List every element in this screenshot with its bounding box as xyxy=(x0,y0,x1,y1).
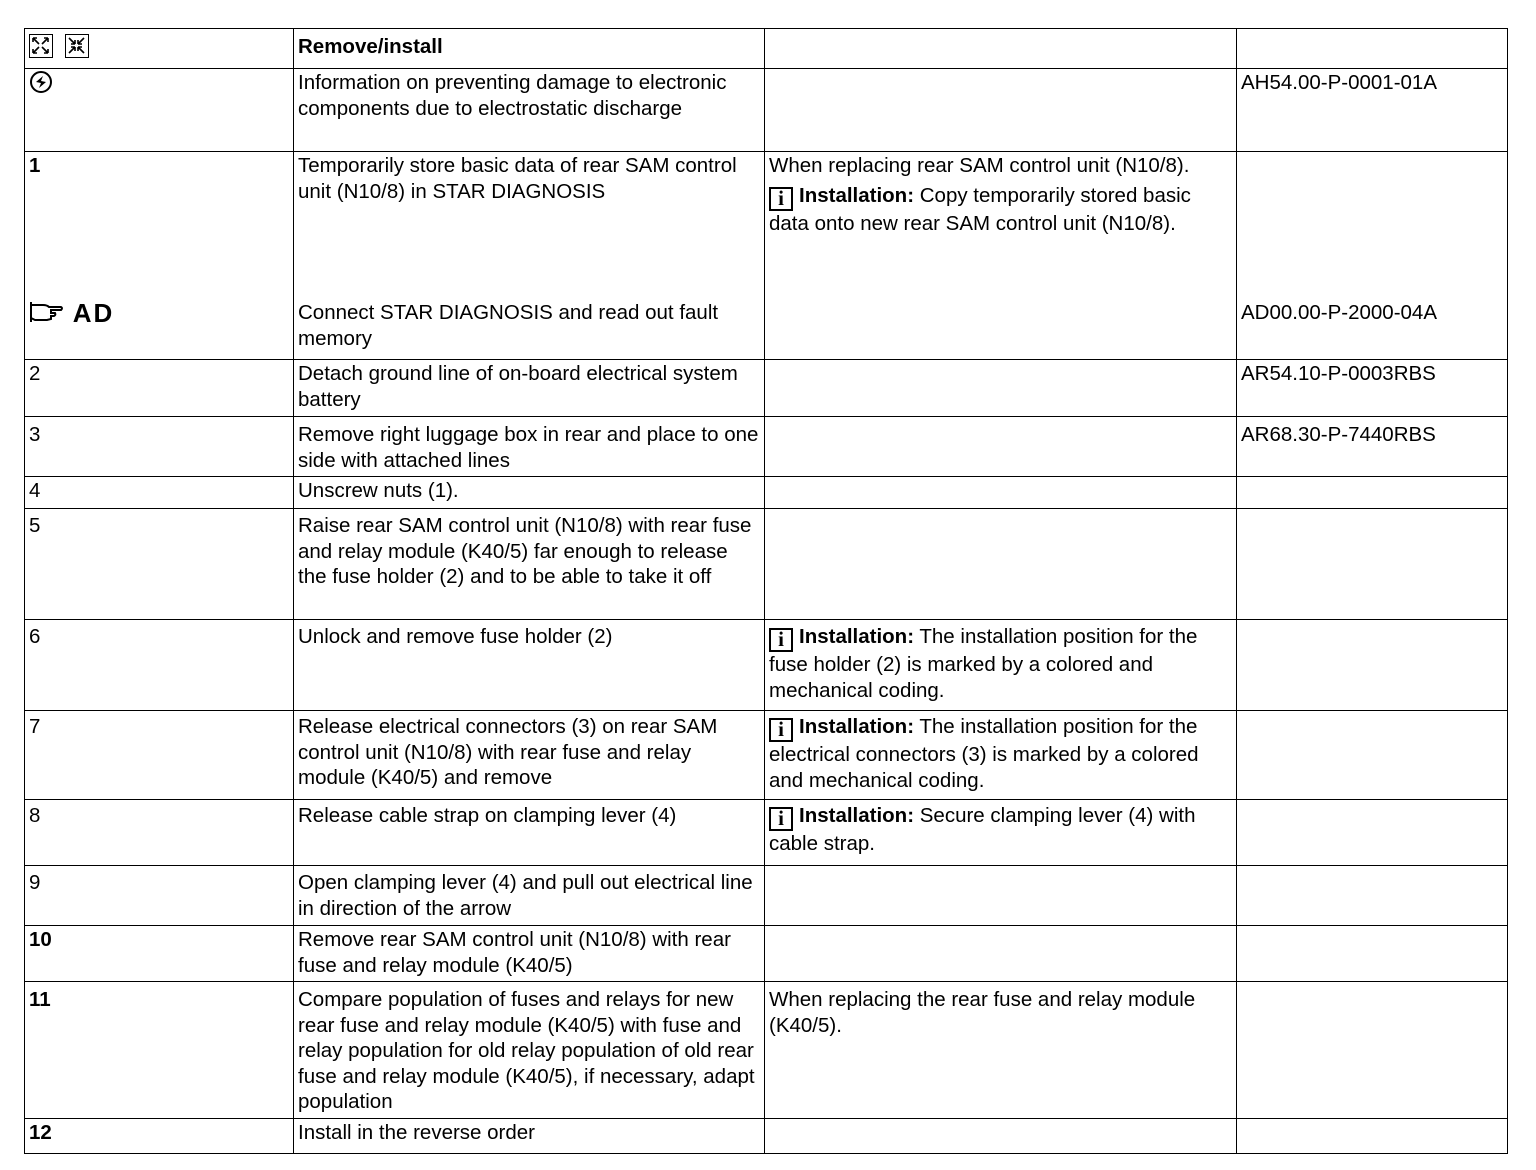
header-icons-cell xyxy=(25,29,294,69)
step-number: 6 xyxy=(25,620,294,711)
table-row xyxy=(25,866,1508,926)
table-row xyxy=(25,1119,1508,1154)
installation-text: Secure clamping lever (4) with cable strap. xyxy=(769,804,1196,855)
installation-text: The installation position for the electrical connectors (3) is marked by a colored and mechanical coding. xyxy=(769,715,1199,792)
step-text: Remove rear SAM control unit (N10/8) with rear fuse and relay module (K40/5) xyxy=(294,926,765,982)
table-row xyxy=(25,800,1508,866)
step-text: Temporarily store basic data of rear SAM control unit (N10/8) in STAR DIAGNOSIS xyxy=(298,154,737,203)
step-number: 12 xyxy=(25,1119,294,1154)
step-text: Unscrew nuts (1). xyxy=(294,477,765,509)
installation-label: Installation: xyxy=(799,715,915,738)
info-icon: i xyxy=(769,718,793,742)
step-note-cell xyxy=(765,866,1237,926)
installation-label: Installation: xyxy=(799,804,915,827)
table-row xyxy=(25,417,1508,477)
step-ref-cell xyxy=(1237,509,1508,620)
esd-ref[interactable]: AH54.00-P-0001-01A xyxy=(1237,69,1508,152)
installation-text: Copy temporarily stored basic data onto new rear SAM control unit (N10/8). xyxy=(769,183,1191,235)
ad-step-ref[interactable]: AD00.00-P-2000-04A xyxy=(1241,301,1438,324)
install-icon xyxy=(65,34,89,58)
step-number: 5 xyxy=(25,509,294,620)
table-row xyxy=(25,620,1508,711)
installation-label: Installation: xyxy=(799,625,915,648)
step-ref-cell xyxy=(1237,982,1508,1119)
pointing-hand-icon xyxy=(29,300,65,331)
header-note-cell xyxy=(765,29,1237,69)
step-text-cell xyxy=(294,152,765,360)
step-number: 1 xyxy=(29,154,41,177)
step-number: 8 xyxy=(25,800,294,866)
esd-note-cell xyxy=(765,69,1237,152)
step-ref-cell xyxy=(1237,152,1508,360)
remove-icon xyxy=(29,34,53,58)
step-text: Release electrical connectors (3) on rear SAM control unit (N10/8) with rear fuse and relay module (K40/5) and remove xyxy=(294,711,765,800)
step-ref[interactable]: AR54.10-P-0003RBS xyxy=(1237,360,1508,417)
step-text: Compare population of fuses and relays for new rear fuse and relay module (K40/5) with fuse and relay population for old relay population of old rear fuse and relay module (K40/5), if necessary, adapt population xyxy=(294,982,765,1119)
step-text: Open clamping lever (4) and pull out electrical line in direction of the arrow xyxy=(294,866,765,926)
table-row xyxy=(25,360,1508,417)
esd-icon-cell xyxy=(25,69,294,152)
step-note-cell xyxy=(765,926,1237,982)
header-row xyxy=(25,29,1508,69)
step-number: 2 xyxy=(25,360,294,417)
ad-step-text: Connect STAR DIAGNOSIS and read out fault memory xyxy=(298,301,719,350)
step-text: Remove right luggage box in rear and place to one side with attached lines xyxy=(294,417,765,477)
table-row xyxy=(25,711,1508,800)
step-note-cell xyxy=(765,509,1237,620)
step-number: 7 xyxy=(25,711,294,800)
step-number: 10 xyxy=(25,926,294,982)
step-number: 11 xyxy=(25,982,294,1119)
table-row xyxy=(25,152,1508,360)
step-note-cell xyxy=(765,477,1237,509)
step-ref[interactable]: AR68.30-P-7440RBS xyxy=(1237,417,1508,477)
step-note-cell xyxy=(765,800,1237,866)
step-number: 9 xyxy=(25,866,294,926)
step-note: When replacing rear SAM control unit (N10/8). xyxy=(769,154,1190,177)
table-row xyxy=(25,509,1508,620)
step-note-cell xyxy=(765,711,1237,800)
step-number: 4 xyxy=(25,477,294,509)
step-note-cell xyxy=(765,1119,1237,1154)
step-number: 3 xyxy=(25,417,294,477)
table-row xyxy=(25,926,1508,982)
installation-text: The installation position for the fuse holder (2) is marked by a colored and mechanical coding. xyxy=(769,625,1198,702)
step-ref-cell xyxy=(1237,866,1508,926)
step-text: Raise rear SAM control unit (N10/8) with rear fuse and relay module (K40/5) far enough to release the fuse holder (2) and to be able to take it off xyxy=(294,509,765,620)
step-text: Install in the reverse order xyxy=(294,1119,765,1154)
step-ref-cell xyxy=(1237,477,1508,509)
header-title: Remove/install xyxy=(294,29,765,69)
ad-symbol-block xyxy=(29,300,114,331)
ad-symbol: AD xyxy=(72,298,115,328)
step-number-cell xyxy=(25,152,294,360)
esd-row xyxy=(25,69,1508,152)
esd-warning-icon xyxy=(29,70,53,101)
step-ref-cell xyxy=(1237,711,1508,800)
step-ref-cell xyxy=(1237,926,1508,982)
step-ref-cell xyxy=(1237,1119,1508,1154)
step-text: Release cable strap on clamping lever (4) xyxy=(294,800,765,866)
step-note-cell xyxy=(765,417,1237,477)
esd-text: Information on preventing damage to electronic components due to electrostatic discharge xyxy=(294,69,765,152)
step-note: When replacing the rear fuse and relay module (K40/5). xyxy=(765,982,1237,1119)
header-ref-cell xyxy=(1237,29,1508,69)
installation-note xyxy=(769,183,1232,237)
procedure-table xyxy=(24,28,1508,1154)
step-ref-cell xyxy=(1237,620,1508,711)
installation-label: Installation: xyxy=(799,183,915,207)
info-icon: i xyxy=(769,807,793,831)
step-text: Unlock and remove fuse holder (2) xyxy=(294,620,765,711)
step-ref-cell xyxy=(1237,800,1508,866)
table-row xyxy=(25,982,1508,1119)
step-text: Detach ground line of on-board electrical system battery xyxy=(294,360,765,417)
step-note-cell xyxy=(765,152,1237,360)
step-note-cell xyxy=(765,360,1237,417)
table-row xyxy=(25,477,1508,509)
info-icon: i xyxy=(769,628,793,652)
info-icon: i xyxy=(769,187,793,211)
step-note-cell xyxy=(765,620,1237,711)
